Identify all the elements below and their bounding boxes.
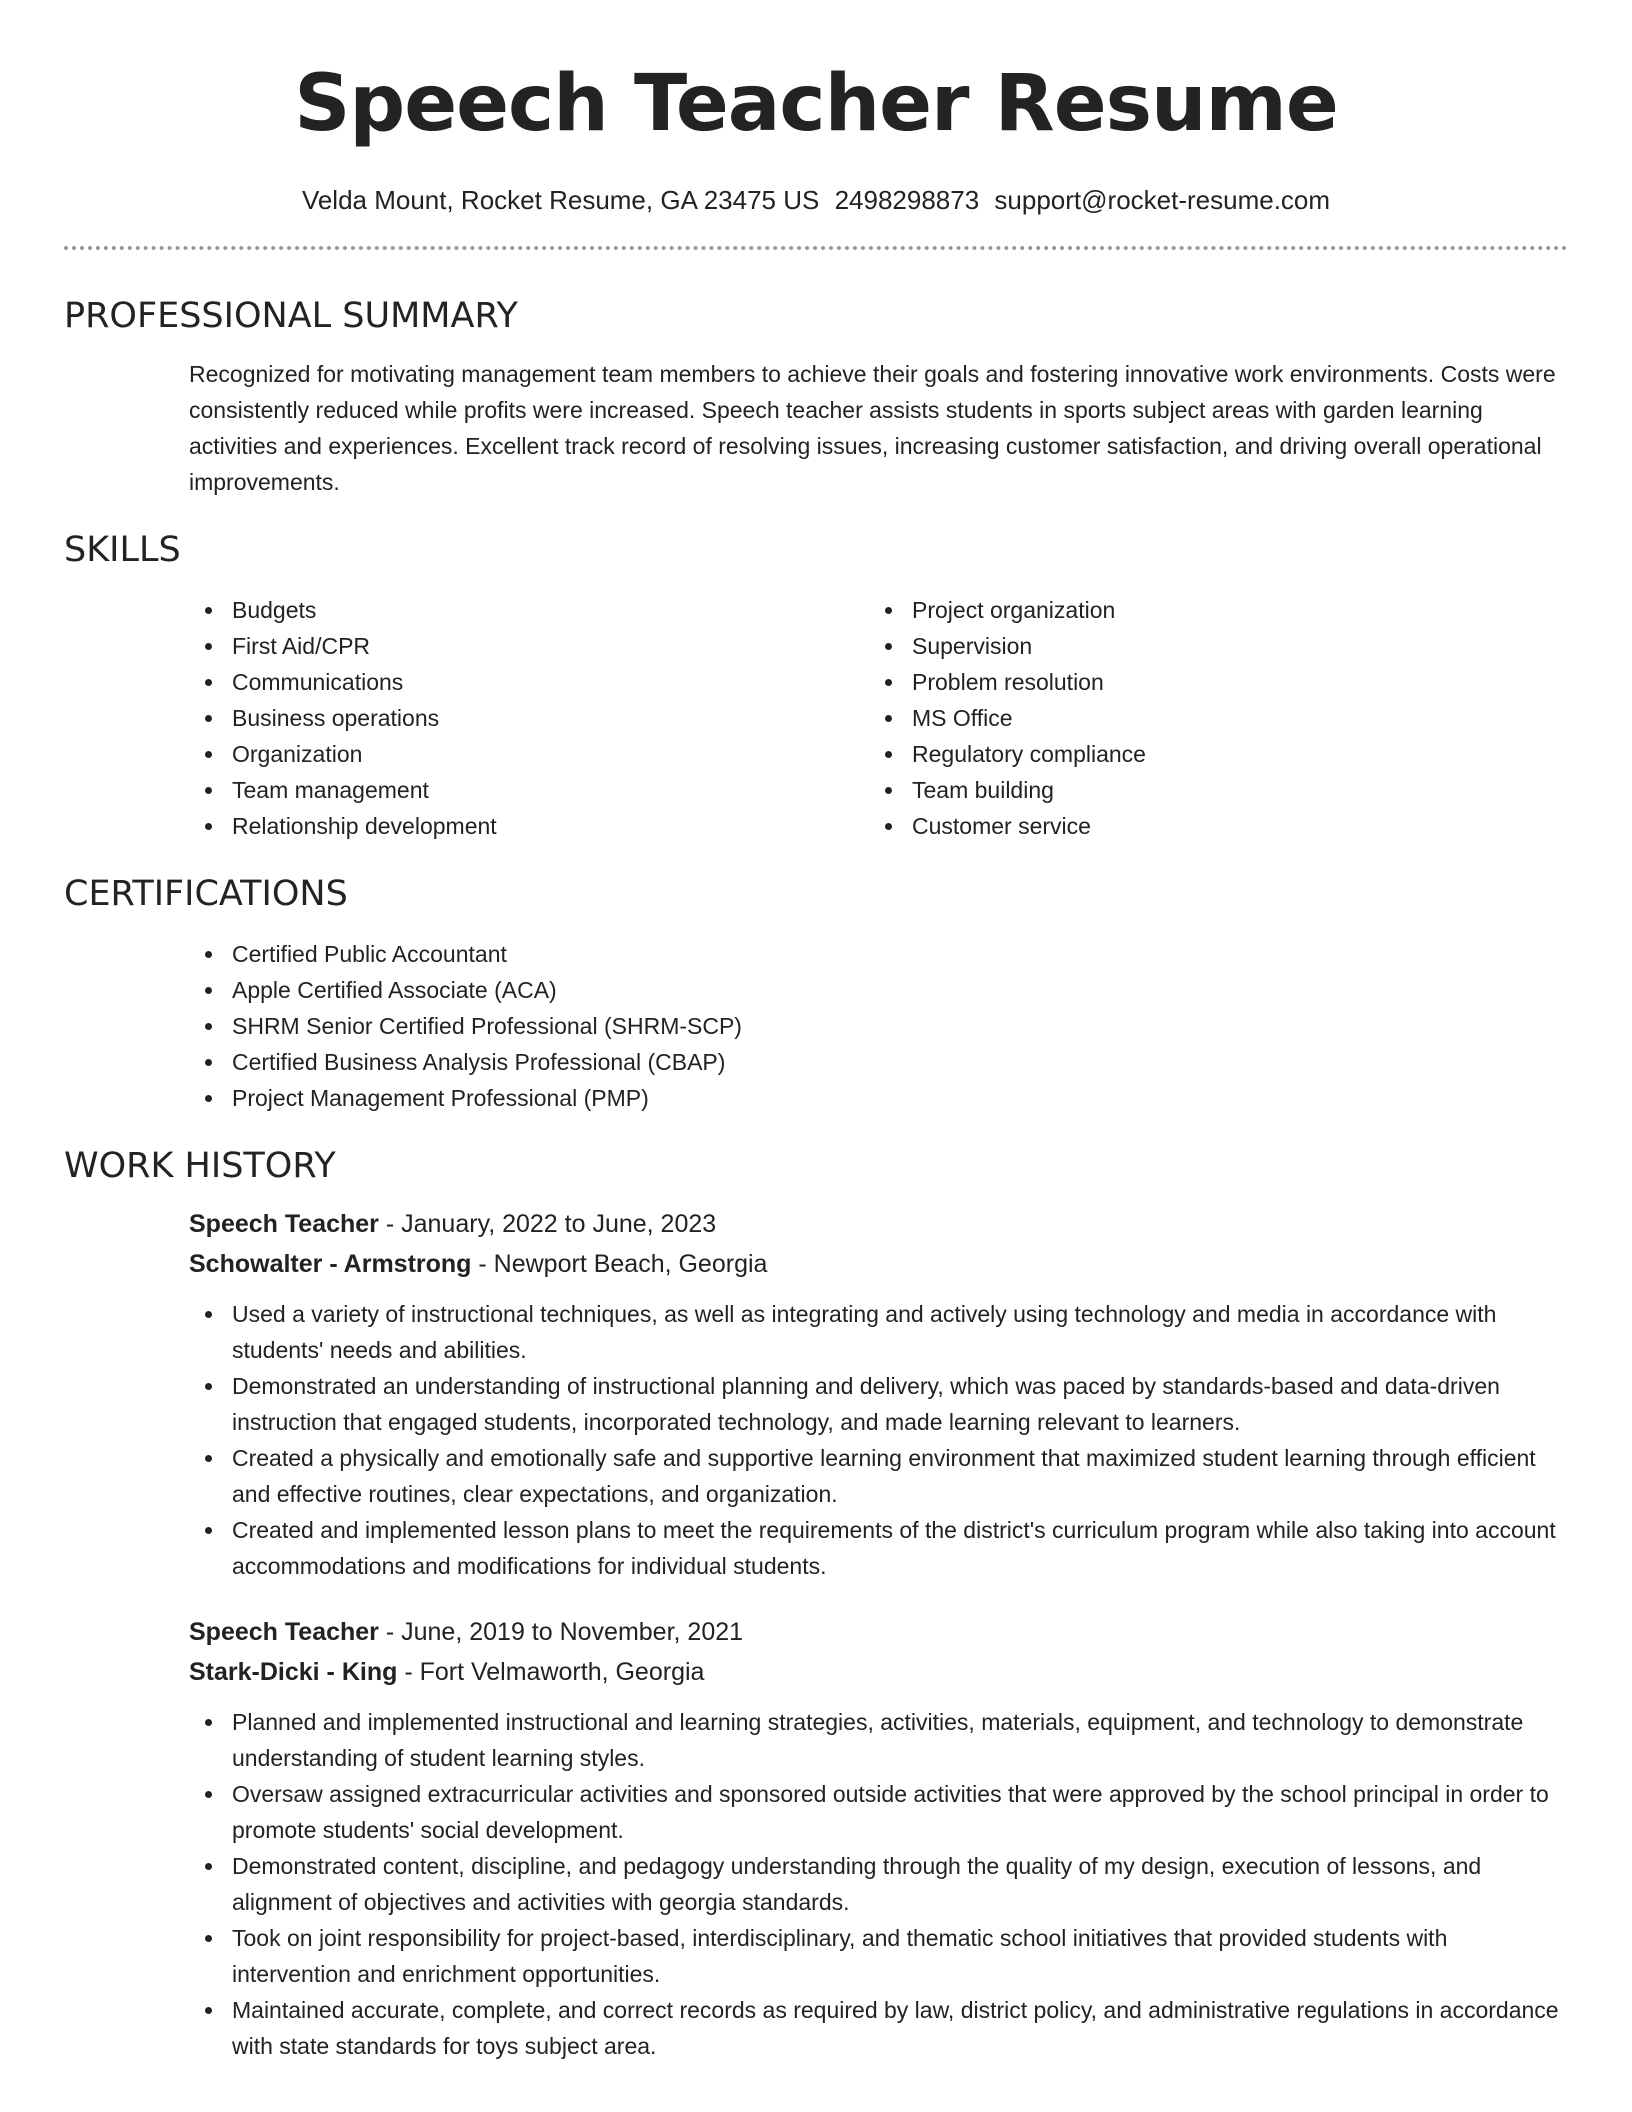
certification-item: Apple Certified Associate (ACA)	[189, 972, 1568, 1008]
skill-item: Relationship development	[189, 808, 869, 844]
summary-text: Recognized for motivating management team members to achieve their goals and fostering innovative work environments. Costs were consistently reduced while profits were increased. Speech teacher assists students in sports subject areas with garden learning activities and experiences. Excellent track record of resolving issues, increasing customer satisfaction, and driving overall operational improvements.	[189, 361, 1556, 495]
job-bullet: Maintained accurate, complete, and correct records as required by law, district policy, and administrative regulations in accordance with state standards for toys subject area.	[189, 1992, 1568, 2064]
skill-item: Business operations	[189, 700, 869, 736]
job-role-line	[189, 1204, 1568, 1244]
skill-item: First Aid/CPR	[189, 628, 869, 664]
skill-item: Communications	[189, 664, 869, 700]
contact-email: support@rocket-resume.com	[994, 185, 1331, 215]
job-location: - Fort Velmaworth, Georgia	[397, 1658, 705, 1686]
job-bullet: Used a variety of instructional techniques, as well as integrating and actively using technology and media in accordance with students' needs and abilities.	[189, 1296, 1568, 1368]
job-bullet: Took on joint responsibility for project-based, interdisciplinary, and thematic school initiatives that provided students with intervention and enrichment opportunities.	[189, 1920, 1568, 1992]
skill-item: MS Office	[869, 700, 1549, 736]
skill-item: Customer service	[869, 808, 1549, 844]
skills-grid	[189, 592, 1568, 844]
job-company-line	[189, 1652, 1568, 1692]
resume-page	[64, 0, 1568, 2064]
certifications-heading: CERTIFICATIONS	[64, 874, 348, 914]
job-role: Speech Teacher	[189, 1210, 379, 1238]
contact-address: Velda Mount, Rocket Resume, GA 23475 US	[301, 185, 820, 215]
certification-item: Project Management Professional (PMP)	[189, 1080, 1568, 1116]
certification-item: Certified Business Analysis Professional (CBAP)	[189, 1044, 1568, 1080]
summary-heading: PROFESSIONAL SUMMARY	[64, 296, 518, 336]
skills-heading: SKILLS	[64, 530, 181, 570]
certification-item: Certified Public Accountant	[189, 936, 1568, 972]
job-bullet: Created a physically and emotionally safe and supportive learning environment that maximized student learning through efficient and effective routines, clear expectations, and organization.	[189, 1440, 1568, 1512]
skill-item: Supervision	[869, 628, 1549, 664]
job-bullet: Demonstrated content, discipline, and pedagogy understanding through the quality of my design, execution of lessons, and alignment of objectives and activities with georgia standards.	[189, 1848, 1568, 1920]
contact-line	[64, 184, 1568, 216]
resume-title: Speech Teacher Resume	[294, 59, 1338, 149]
contact-phone: 2498298873	[834, 185, 980, 215]
certification-item: SHRM Senior Certified Professional (SHRM-SCP)	[189, 1008, 1568, 1044]
skill-item: Team building	[869, 772, 1549, 808]
skill-item: Project organization	[869, 592, 1549, 628]
job-bullets	[189, 1296, 1568, 1584]
job-bullets	[189, 1704, 1568, 2064]
job-bullet: Created and implemented lesson plans to meet the requirements of the district's curriculum program while also taking into account accommodations and modifications for individual students.	[189, 1512, 1568, 1584]
skill-item: Budgets	[189, 592, 869, 628]
skills-list-left	[189, 592, 869, 844]
skill-item: Problem resolution	[869, 664, 1549, 700]
job-entry	[189, 1204, 1568, 1584]
job-company-line	[189, 1244, 1568, 1284]
job-company: Schowalter - Armstrong	[189, 1250, 472, 1278]
job-role-line	[189, 1612, 1568, 1652]
job-dates: - June, 2019 to November, 2021	[378, 1618, 744, 1646]
job-bullet: Planned and implemented instructional and learning strategies, activities, materials, equipment, and technology to demonstrate understanding of student learning styles.	[189, 1704, 1568, 1776]
job-bullet: Demonstrated an understanding of instructional planning and delivery, which was paced by standards-based and data-driven instruction that engaged students, incorporated technology, and made learning relevant to learners.	[189, 1368, 1568, 1440]
certifications-list	[189, 936, 1568, 1116]
job-dates: - January, 2022 to June, 2023	[378, 1210, 717, 1238]
work-history-heading: WORK HISTORY	[64, 1146, 336, 1186]
job-location: - Newport Beach, Georgia	[471, 1250, 768, 1278]
job-role: Speech Teacher	[189, 1618, 379, 1646]
skills-list-right	[869, 592, 1549, 844]
job-entry	[189, 1612, 1568, 2064]
skill-item: Organization	[189, 736, 869, 772]
job-bullet: Oversaw assigned extracurricular activities and sponsored outside activities that were approved by the school principal in order to promote students' social development.	[189, 1776, 1568, 1848]
skill-item: Regulatory compliance	[869, 736, 1549, 772]
skill-item: Team management	[189, 772, 869, 808]
job-company: Stark-Dicki - King	[189, 1658, 398, 1686]
header-divider	[64, 246, 1568, 250]
